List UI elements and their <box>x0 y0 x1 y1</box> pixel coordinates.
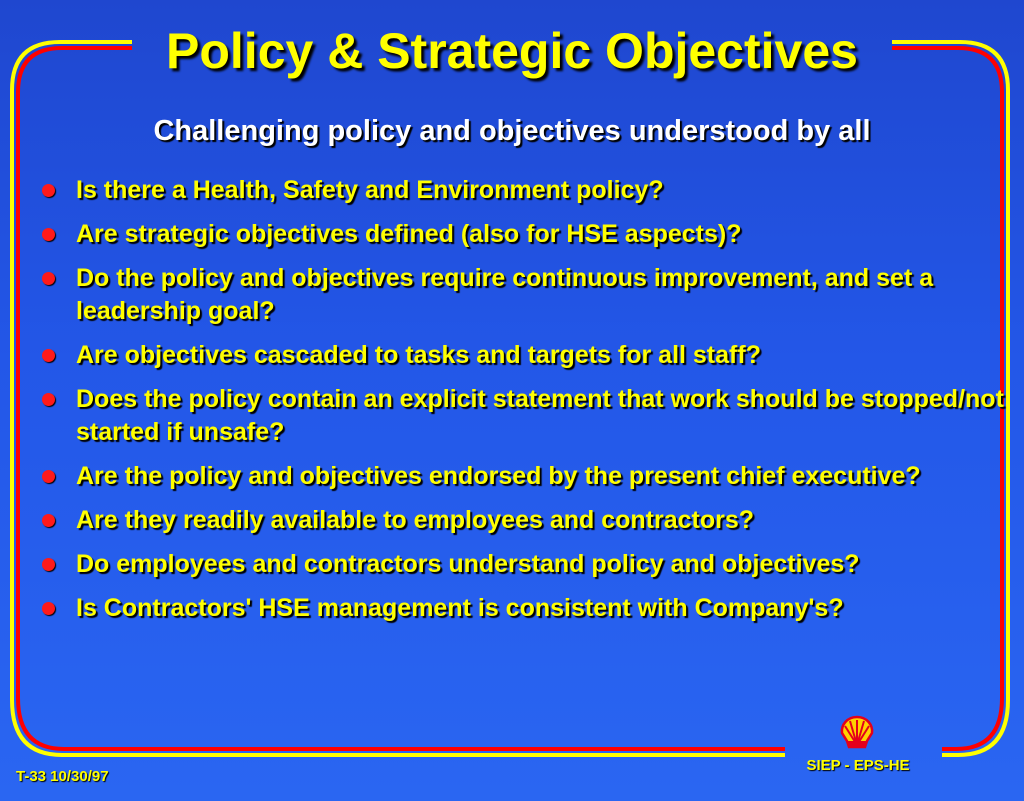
bullet-item <box>40 383 1015 449</box>
bullet-dot-icon <box>42 602 55 615</box>
bullet-dot-icon <box>42 514 55 527</box>
shell-icon <box>839 715 875 749</box>
bullet-item <box>40 460 1015 493</box>
bullet-dot-icon <box>42 349 55 362</box>
bullet-dot-icon <box>42 470 55 483</box>
bullet-dot-icon <box>42 228 55 241</box>
bullet-text: Are strategic objectives defined (also for HSE aspects)? <box>76 220 742 248</box>
bullet-text: Is Contractors' HSE management is consistent with Company's? <box>76 594 844 622</box>
bullet-item <box>40 592 1015 625</box>
footer-slide-id: T-33 10/30/97 <box>16 768 109 785</box>
bullet-item <box>40 262 1015 328</box>
slide-title <box>0 22 1024 80</box>
bullet-dot-icon <box>42 558 55 571</box>
bullet-text: Are the policy and objectives endorsed by the present chief executive? <box>76 462 921 490</box>
bullet-text: Does the policy contain an explicit statement that work should be stopped/not started if unsafe? <box>76 385 1004 446</box>
bullet-item <box>40 339 1015 372</box>
bullet-dot-icon <box>42 272 55 285</box>
bullet-text: Do employees and contractors understand policy and objectives? <box>76 550 860 578</box>
slide-title-text: Policy & Strategic Objectives <box>166 23 858 79</box>
bullet-dot-icon <box>42 393 55 406</box>
footer-department: SIEP - EPS-HE <box>806 757 910 774</box>
slide-subtitle: Challenging policy and objectives understood by all <box>153 115 871 147</box>
bullet-text: Are they readily available to employees and contractors? <box>76 506 755 534</box>
bullet-item <box>40 548 1015 581</box>
bullet-text: Is there a Health, Safety and Environment policy? <box>76 176 664 204</box>
bullet-text: Do the policy and objectives require continuous improvement, and set a leadership goal? <box>76 264 934 325</box>
bullet-list <box>40 174 1015 636</box>
bullet-item <box>40 218 1015 251</box>
bullet-item <box>40 504 1015 537</box>
bullet-dot-icon <box>42 184 55 197</box>
bullet-item <box>40 174 1015 207</box>
bullet-text: Are objectives cascaded to tasks and targets for all staff? <box>76 341 761 369</box>
